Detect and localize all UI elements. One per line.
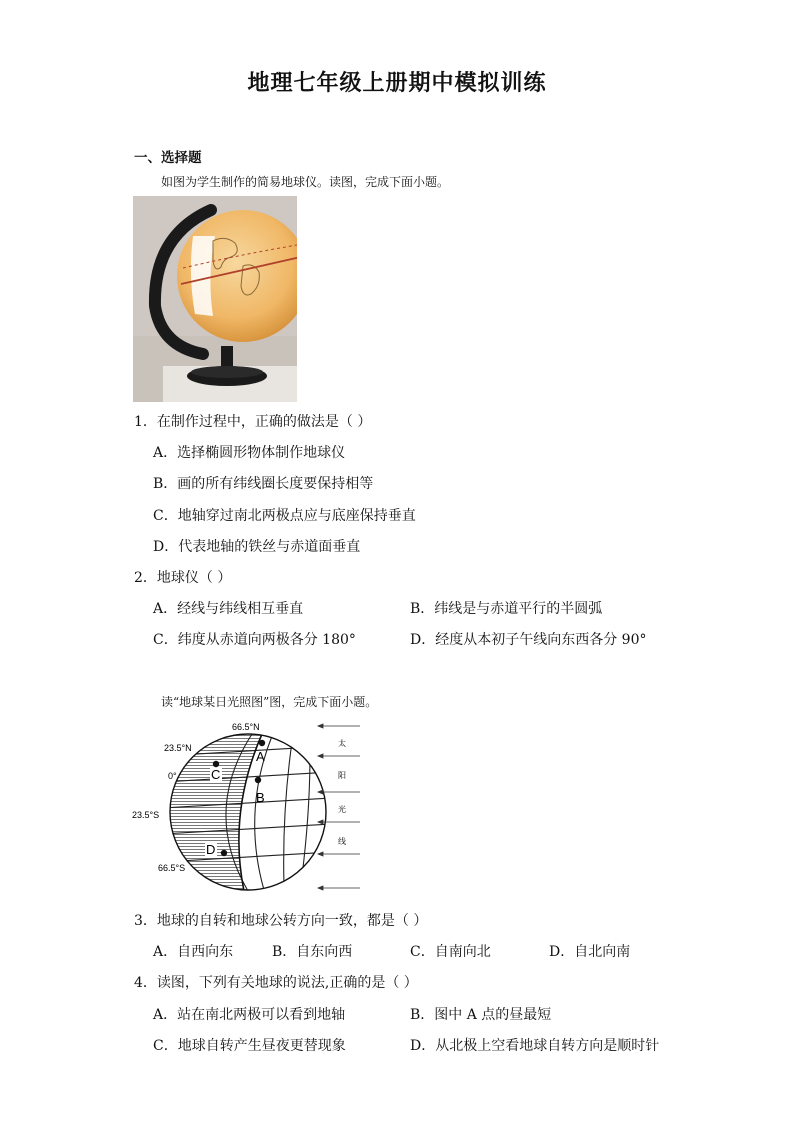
q3-option-d[interactable]: D．自北向南 — [549, 944, 631, 960]
page-title: 地理七年级上册期中模拟训练 — [247, 70, 547, 96]
q2-option-c[interactable]: C．纬度从赤道向两极各分 180° — [153, 632, 356, 648]
sun-label-2: 阳 — [338, 771, 346, 780]
point-c-label: C — [211, 767, 221, 782]
lat-label-66s: 66.5°S — [158, 863, 186, 873]
sun-label-3: 光 — [338, 805, 346, 814]
intro-text-2: 读“地球某日光照图”图，完成下面小题。 — [161, 695, 378, 709]
q1-option-d[interactable]: D．代表地轴的铁丝与赤道面垂直 — [153, 539, 361, 555]
q3-option-b[interactable]: B．自东向西 — [272, 944, 353, 960]
q3-stem: 3．地球的自转和地球公转方向一致，都是（ ） — [134, 913, 428, 929]
q1-option-c[interactable]: C．地轴穿过南北两极点应与底座保持垂直 — [153, 508, 416, 524]
q1-stem: 1．在制作过程中，正确的做法是（ ） — [134, 414, 372, 430]
section-heading: 一、选择题 — [134, 150, 202, 166]
q2-option-d[interactable]: D．经度从本初子午线向东西各分 90° — [410, 632, 647, 648]
lat-label-66n: 66.5°N — [232, 722, 260, 732]
point-a-label: A — [256, 749, 265, 764]
q3-option-c[interactable]: C．自南向北 — [410, 944, 491, 960]
q2-option-a[interactable]: A．经线与纬线相互垂直 — [153, 601, 304, 617]
q4-option-b[interactable]: B．图中 A 点的昼最短 — [410, 1007, 552, 1023]
earth-illumination-diagram — [132, 716, 372, 896]
q4-option-a[interactable]: A．站在南北两极可以看到地轴 — [153, 1007, 346, 1023]
q3-option-a[interactable]: A．自西向东 — [153, 944, 234, 960]
q1-option-b[interactable]: B．画的所有纬线圈长度要保持相等 — [153, 476, 374, 492]
q4-option-d[interactable]: D．从北极上空看地球自转方向是顺时针 — [410, 1038, 660, 1054]
q2-option-b[interactable]: B．纬线是与赤道平行的半圆弧 — [410, 601, 603, 617]
point-d-dot — [221, 850, 227, 856]
intro-text-1: 如图为学生制作的简易地球仪。读图，完成下面小题。 — [161, 175, 450, 189]
q1-option-a[interactable]: A．选择椭圆形物体制作地球仪 — [153, 445, 346, 461]
q4-option-c[interactable]: C．地球自转产生昼夜更替现象 — [153, 1038, 346, 1054]
sun-label-4: 线 — [338, 837, 346, 846]
point-b-dot — [255, 777, 261, 783]
point-b-label: B — [256, 790, 265, 805]
lat-label-23s: 23.5°S — [132, 810, 160, 820]
point-d-label: D — [206, 842, 216, 857]
q2-stem: 2．地球仪（ ） — [134, 570, 232, 586]
lat-label-equator: 0° — [168, 771, 177, 781]
q4-stem: 4．读图，下列有关地球的说法,正确的是（ ） — [134, 975, 418, 991]
lat-label-23n: 23.5°N — [164, 743, 192, 753]
globe-photo — [133, 196, 297, 402]
sun-label-1: 太 — [338, 739, 346, 748]
point-a-dot — [259, 740, 265, 746]
